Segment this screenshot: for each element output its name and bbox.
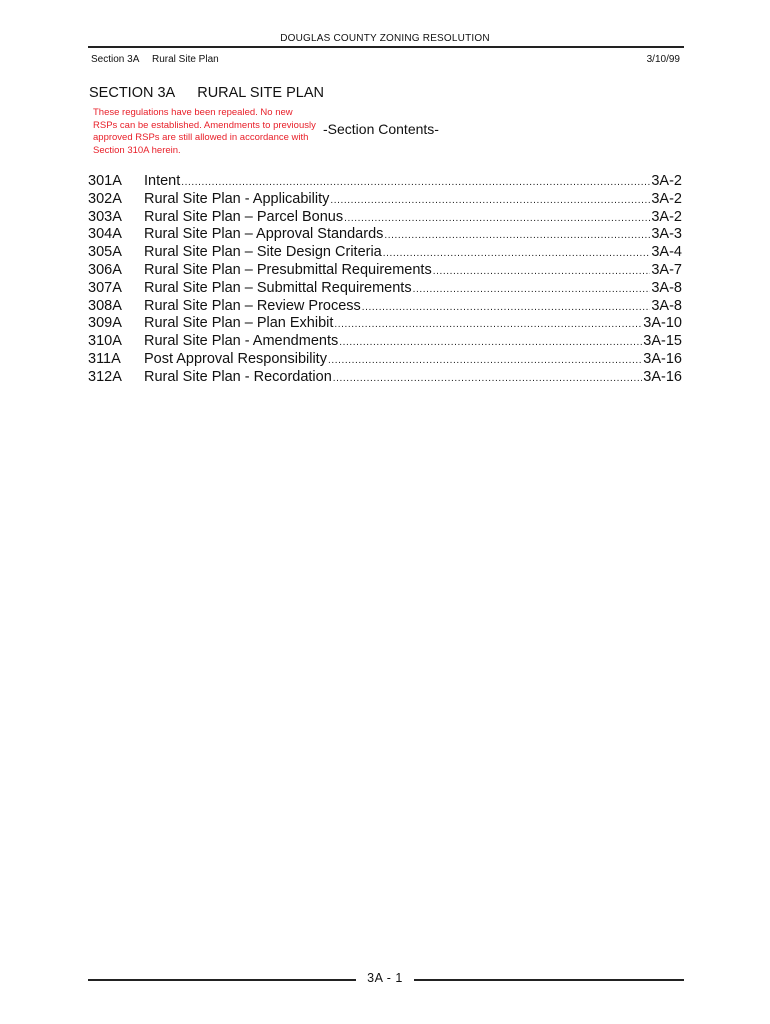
toc-entry-title: Rural Site Plan - Applicability <box>144 190 330 207</box>
footer-rule-left <box>88 979 356 981</box>
table-of-contents <box>88 173 682 387</box>
toc-entry-number: 301A <box>88 173 122 189</box>
toc-entry-page: 3A-8 <box>651 297 682 314</box>
toc-entry-number: 309A <box>88 315 122 332</box>
toc-entry-number: 311A <box>88 350 121 367</box>
toc-entry-title: Post Approval Responsibility <box>144 350 327 367</box>
toc-entry-page: 3A-7 <box>651 261 682 278</box>
toc-entry-number: 312A <box>88 368 122 385</box>
toc-entry-number: 304A <box>88 226 122 243</box>
toc-dot-leader <box>334 319 642 330</box>
toc-entry-number: 308A <box>88 297 122 314</box>
toc-entry-title: Rural Site Plan – Approval Standards <box>144 226 384 243</box>
footer-rule-right <box>414 979 684 981</box>
toc-entry-title: Rural Site Plan – Site Design Criteria <box>144 244 382 261</box>
toc-entry[interactable] <box>88 315 682 333</box>
section-contents-label: -Section Contents- <box>323 121 439 137</box>
toc-entry-title: Intent <box>144 173 181 189</box>
toc-dot-leader <box>328 355 642 366</box>
toc-dot-leader <box>181 177 650 188</box>
toc-entry-page: 3A-2 <box>651 208 682 225</box>
page-header <box>88 46 684 70</box>
toc-dot-leader <box>384 230 650 241</box>
toc-entry-number: 305A <box>88 244 122 261</box>
toc-dot-leader <box>413 284 651 295</box>
toc-entry[interactable] <box>88 280 682 298</box>
toc-entry-page: 3A-3 <box>651 226 682 243</box>
toc-entry-title: Rural Site Plan - Recordation <box>144 368 332 385</box>
repeal-note: These regulations have been repealed. No new RSPs can be established. Amendments to previously approved RSPs are still allowed in accordance with Section 310A herein. <box>93 107 316 156</box>
toc-entry[interactable] <box>88 369 682 387</box>
toc-dot-leader <box>339 337 642 348</box>
toc-entry-number: 310A <box>88 333 122 350</box>
toc-dot-leader <box>362 302 651 313</box>
toc-entry[interactable] <box>88 209 682 227</box>
toc-entry-title: Rural Site Plan – Submittal Requirements <box>144 279 412 296</box>
toc-entry[interactable] <box>88 262 682 280</box>
toc-entry-number: 302A <box>88 190 122 207</box>
section-heading <box>89 85 324 101</box>
toc-dot-leader <box>383 248 651 259</box>
toc-entry-page: 3A-8 <box>651 279 682 296</box>
toc-entry-page: 3A-10 <box>643 315 682 332</box>
toc-entry-page: 3A-4 <box>651 244 682 261</box>
toc-entry-title: Rural Site Plan – Review Process <box>144 297 361 314</box>
running-title: DOUGLAS COUNTY ZONING RESOLUTION <box>280 33 490 44</box>
toc-dot-leader <box>330 195 650 206</box>
header-date: 3/10/99 <box>646 54 680 65</box>
toc-dot-leader <box>333 373 643 384</box>
toc-entry-page: 3A-2 <box>651 190 682 207</box>
toc-entry[interactable] <box>88 244 682 262</box>
toc-entry-title: Rural Site Plan – Presubmittal Requirements <box>144 261 432 278</box>
section-number: SECTION 3A <box>89 85 176 101</box>
toc-entry-title: Rural Site Plan – Parcel Bonus <box>144 208 344 225</box>
toc-entry-page: 3A-16 <box>643 368 682 385</box>
toc-entry-number: 306A <box>88 261 122 278</box>
footer-page-number: 3A - 1 <box>367 971 403 985</box>
toc-entry-page: 3A-2 <box>651 173 682 189</box>
toc-entry-page: 3A-16 <box>643 350 682 367</box>
toc-entry[interactable] <box>88 333 682 351</box>
toc-entry-number: 307A <box>88 279 122 296</box>
toc-entry[interactable] <box>88 173 682 191</box>
toc-entry-page: 3A-15 <box>643 333 682 350</box>
toc-entry[interactable] <box>88 298 682 316</box>
header-section-subtitle: Rural Site Plan <box>152 54 219 65</box>
toc-entry[interactable] <box>88 351 682 369</box>
toc-dot-leader <box>433 266 651 277</box>
toc-entry-title: Rural Site Plan – Plan Exhibit <box>144 315 334 332</box>
toc-entry-title: Rural Site Plan - Amendments <box>144 333 339 350</box>
toc-entry[interactable] <box>88 191 682 209</box>
header-section-label: Section 3A <box>91 54 140 65</box>
toc-entry-number: 303A <box>88 208 122 225</box>
section-title: RURAL SITE PLAN <box>197 85 324 101</box>
toc-dot-leader <box>344 213 650 224</box>
toc-entry[interactable] <box>88 226 682 244</box>
